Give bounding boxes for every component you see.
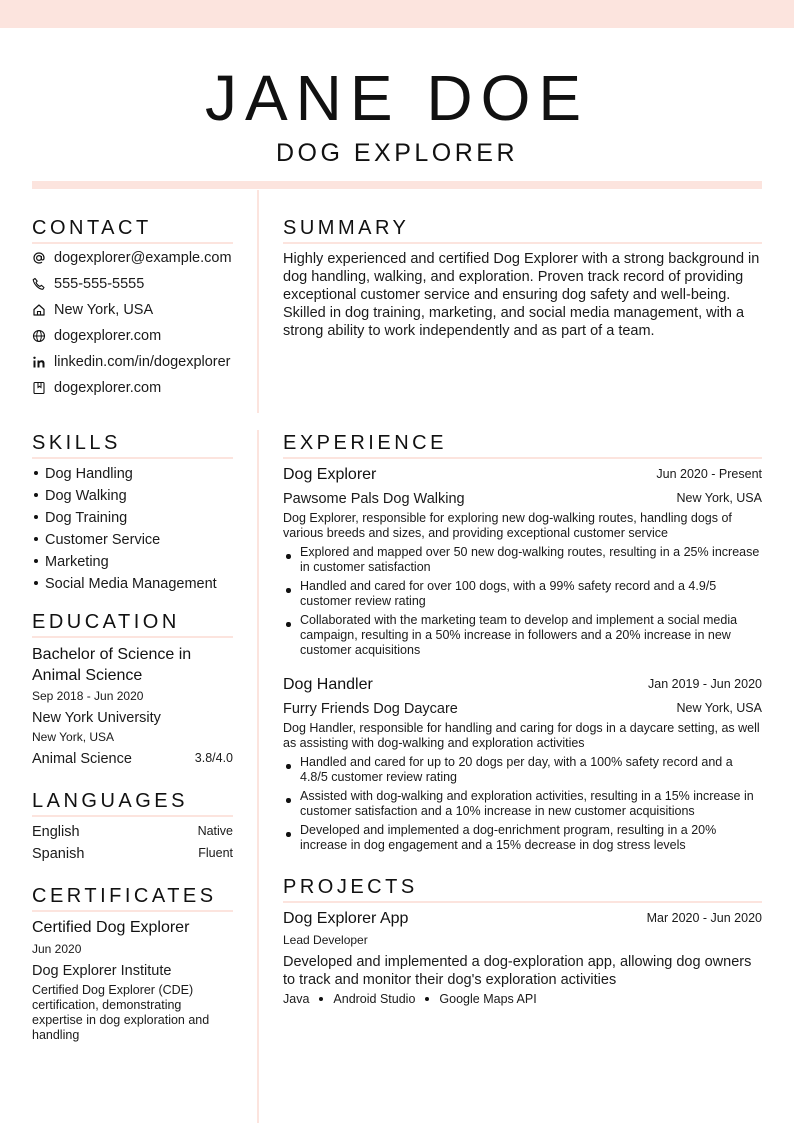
certificates-heading: CERTIFICATES — [32, 884, 233, 912]
bookmark-book-icon — [32, 381, 46, 395]
certificate-name: Certified Dog Explorer — [32, 919, 190, 936]
skill-item: Dog Walking — [32, 487, 127, 505]
job-bullets — [283, 545, 763, 662]
contact-location — [32, 300, 252, 320]
skill-item: Dog Training — [32, 509, 127, 527]
contact-location-text: New York, USA — [54, 302, 154, 318]
contact-phone-text: 555-555-5555 — [54, 276, 145, 292]
project-role: Lead Developer — [283, 933, 368, 947]
education-gpa: 3.8/4.0 — [194, 751, 233, 765]
candidate-name: JANE DOE — [204, 62, 590, 134]
job-company: Pawsome Pals Dog Walking — [283, 491, 465, 507]
technology-tag: Java — [283, 992, 310, 1006]
job-dates: Jan 2019 - Jun 2020 — [648, 677, 762, 691]
language-name: English — [32, 824, 80, 840]
education-school: New York University — [32, 710, 161, 726]
at-sign-icon — [32, 251, 46, 265]
list-item: Handled and cared for over 100 dogs, with a 99% safety record and a 4.9/5 customer review rating — [283, 579, 763, 609]
summary-heading: SUMMARY — [283, 216, 762, 244]
project-name: Dog Explorer App — [283, 910, 409, 927]
contact-portfolio-text: dogexplorer.com — [54, 380, 162, 396]
skills-heading: SKILLS — [32, 431, 233, 459]
job-dates: Jun 2020 - Present — [656, 467, 762, 481]
list-item: Handled and cared for up to 20 dogs per day, with a 100% safety record and a 4.8/5 customer review rating — [283, 755, 763, 785]
contact-heading: CONTACT — [32, 216, 233, 244]
job-company: Furry Friends Dog Daycare — [283, 701, 458, 717]
globe-icon — [32, 329, 46, 343]
job-description: Dog Explorer, responsible for exploring new dog-walking routes, handling dogs of various breeds and sizes, and providing exceptional customer service — [283, 511, 732, 540]
education-field: Animal Science — [32, 751, 132, 767]
home-icon — [32, 303, 46, 317]
languages-heading: LANGUAGES — [32, 789, 233, 817]
certificate-issuer: Dog Explorer Institute — [32, 963, 172, 979]
skill-item: Dog Handling — [32, 465, 133, 483]
education-heading: EDUCATION — [32, 610, 233, 638]
experience-heading: EXPERIENCE — [283, 431, 762, 459]
language-level: Native — [197, 824, 233, 838]
contact-email[interactable] — [32, 248, 252, 268]
contact-email-text: dogexplorer@example.com — [54, 250, 232, 266]
contact-phone[interactable] — [32, 274, 252, 294]
technology-tag: Android Studio — [333, 992, 416, 1006]
job-location: New York, USA — [676, 491, 762, 505]
job-bullets — [283, 755, 763, 857]
technology-tag: Google Maps API — [439, 992, 537, 1006]
education-degree: Bachelor of Science in Animal Science — [32, 646, 192, 684]
contact-portfolio[interactable] — [32, 378, 252, 398]
candidate-title: DOG EXPLORER — [275, 139, 519, 167]
separator-dot — [425, 997, 429, 1001]
education-location: New York, USA — [32, 730, 115, 744]
contact-linkedin[interactable] — [32, 352, 252, 372]
list-item: Assisted with dog-walking and exploration activities, resulting in a 15% increase in customer satisfaction and a 10% increase in new customer acquisitions — [283, 789, 763, 819]
language-name: Spanish — [32, 846, 85, 862]
project-dates: Mar 2020 - Jun 2020 — [646, 911, 762, 925]
job-location: New York, USA — [676, 701, 762, 715]
certificate-date: Jun 2020 — [32, 942, 82, 956]
list-item: Developed and implemented a dog-enrichment program, resulting in a 20% increase in dog engagement and a 15% decrease in dog stress levels — [283, 823, 763, 853]
summary-text: Highly experienced and certified Dog Explorer with a strong background in dog handling, walking, and exploration. Proven track record of providing exceptional customer service and ensuring dog safety and well-being. Skilled in dog training, marketing, and social media management, with a strong ability to work independently and as part of a team. — [283, 251, 760, 339]
project-technologies — [283, 991, 537, 1007]
projects-heading: PROJECTS — [283, 875, 762, 903]
job-role: Dog Handler — [283, 676, 373, 693]
contact-website[interactable] — [32, 326, 252, 346]
list-item: Collaborated with the marketing team to develop and implement a social media campaign, resulting in a 50% increase in followers and a 20% increase in new customer acquisitions — [283, 613, 763, 658]
project-description: Developed and implemented a dog-exploration app, allowing dog owners to track and monitor their dog's exploration activities — [283, 954, 752, 988]
job-role: Dog Explorer — [283, 466, 377, 483]
list-item: Explored and mapped over 50 new dog-walking routes, resulting in a 25% increase in customer satisfaction — [283, 545, 763, 575]
contact-website-text: dogexplorer.com — [54, 328, 162, 344]
column-divider-top — [257, 190, 259, 413]
phone-icon — [32, 277, 46, 291]
skill-item: Social Media Management — [32, 575, 217, 593]
skill-item: Marketing — [32, 553, 109, 571]
header-divider — [32, 181, 762, 189]
column-divider-bottom — [257, 430, 259, 1123]
job-description: Dog Handler, responsible for handling and caring for dogs in a daycare setting, as well as assisting with dog-walking and exploration activities — [283, 721, 760, 750]
top-accent-bar — [0, 0, 794, 28]
education-dates: Sep 2018 - Jun 2020 — [32, 689, 144, 703]
separator-dot — [319, 997, 323, 1001]
linkedin-icon — [32, 355, 46, 369]
language-level: Fluent — [198, 846, 233, 860]
skill-item: Customer Service — [32, 531, 160, 549]
certificate-description: Certified Dog Explorer (CDE) certification, demonstrating expertise in dog exploration and handling — [32, 983, 210, 1042]
contact-linkedin-text: linkedin.com/in/dogexplorer — [54, 354, 231, 370]
